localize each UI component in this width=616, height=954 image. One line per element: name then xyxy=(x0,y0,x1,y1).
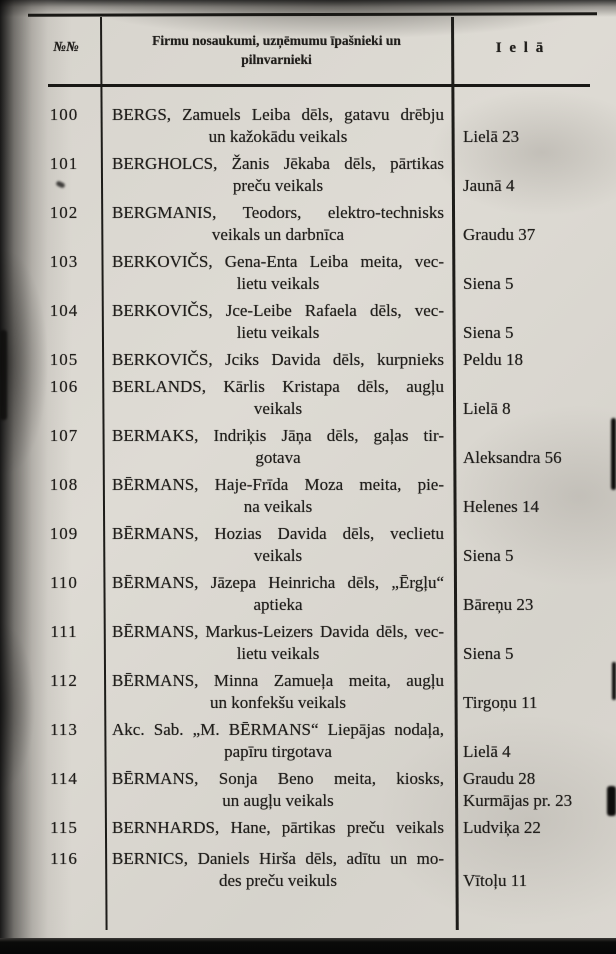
street-value: Siena 5 xyxy=(463,274,514,293)
entry-street xyxy=(451,768,616,812)
entry-firm-line2: gotava xyxy=(255,448,301,467)
entry-firm-line2: un augļu veikals xyxy=(222,791,334,810)
table-row xyxy=(0,621,616,665)
entry-number: 115 xyxy=(50,818,78,837)
header-firm-line1: Firmu nosaukumi, uzņēmumu īpašnieki un xyxy=(152,33,401,48)
entry-firm xyxy=(102,474,451,518)
entry-firm-line2: des preču veikuls xyxy=(218,871,338,890)
entry-firm xyxy=(102,376,451,420)
street-value: Helenes 14 xyxy=(463,497,540,516)
entry-number: 110 xyxy=(50,573,78,592)
entry-firm xyxy=(102,425,451,469)
street-value: Lielā 4 xyxy=(463,742,511,761)
entry-number: 107 xyxy=(49,426,79,445)
entry-firm-line1: BERLANDS, Kārlis Kristapa dēls, augļu xyxy=(112,377,444,396)
entry-firm xyxy=(102,621,451,665)
entry-street xyxy=(451,300,616,344)
street-value: Siena 5 xyxy=(463,644,514,663)
entry-firm xyxy=(102,251,451,295)
street-value: Lielā 8 xyxy=(463,399,511,418)
entry-firm-line2: aptieka xyxy=(253,595,303,614)
entry-street xyxy=(451,202,616,246)
entry-firm-line2: un kažokādu veikals xyxy=(208,127,348,146)
entry-firm-line2: na veikals xyxy=(243,497,313,516)
entry-firm xyxy=(102,202,451,246)
street-value: Aleksandra 56 xyxy=(463,448,562,467)
table-row xyxy=(0,474,616,518)
table-row xyxy=(0,202,616,246)
street-value: Lielā 23 xyxy=(463,127,520,146)
entry-street xyxy=(451,425,616,469)
entry-street xyxy=(451,474,616,518)
entry-number: 111 xyxy=(50,622,78,641)
entry-firm-line1: BĒRMANS, Hozias Davida dēls, veclietu xyxy=(112,524,444,543)
street-value: Kurmājas pr. 23 xyxy=(463,791,573,810)
table-row xyxy=(0,768,616,812)
street-value: Jaunā 4 xyxy=(463,176,515,195)
entry-firm xyxy=(102,817,451,839)
entry-street xyxy=(451,848,616,892)
top-rule xyxy=(28,12,597,16)
header-bottom-rule xyxy=(48,84,590,87)
table-row xyxy=(0,523,616,567)
street-value: Bāreņu 23 xyxy=(463,595,534,614)
entry-firm xyxy=(102,572,451,616)
street-value: Peldu 18 xyxy=(463,350,523,369)
entry-firm-line1: Akc. Sab. „M. BĒRMANS“ Liepājas nodaļa, xyxy=(112,720,444,739)
entry-firm-line1: BERGMANIS, Teodors, elektro-technisks xyxy=(112,203,444,222)
entry-number: 106 xyxy=(49,377,79,396)
bottom-page-edge xyxy=(0,938,616,954)
entry-number: 113 xyxy=(50,720,78,739)
entry-number: 116 xyxy=(50,849,78,868)
entry-firm-line2: papīru tirgotava xyxy=(224,742,332,761)
entry-firm xyxy=(102,670,451,714)
entry-firm-line2: un konfekšu veikals xyxy=(210,693,346,712)
entry-firm-line1: BERGHOLCS, Žanis Jēkaba dēls, pārtikas xyxy=(112,154,444,173)
table-row xyxy=(0,425,616,469)
entry-street xyxy=(451,523,616,567)
table-row xyxy=(0,349,616,371)
entry-firm-line2: veikals xyxy=(253,546,303,565)
table-body xyxy=(0,104,616,897)
entry-firm-line1: BĒRMANS, Markus-Leizers Davida dēls, vec- xyxy=(112,622,444,641)
table-row xyxy=(0,670,616,714)
entry-firm-line2: lietu veikals xyxy=(236,323,320,342)
entry-firm-line1: BERNHARDS, Hane, pārtikas preču veikals xyxy=(112,818,444,837)
street-value: Ludviķa 22 xyxy=(463,818,541,837)
street-value: Siena 5 xyxy=(463,546,514,565)
entry-number: 114 xyxy=(50,769,78,788)
table-row xyxy=(0,817,616,839)
entry-firm-line1: BERNICS, Daniels Hirša dēls, adītu un mo- xyxy=(112,849,444,868)
street-value: Tirgoņu 11 xyxy=(463,693,538,712)
entry-firm-line1: BĒRMANS, Jāzepa Heinricha dēls, „Ērgļu“ xyxy=(112,573,444,592)
entry-street xyxy=(451,104,616,148)
entry-firm-line2: veikals xyxy=(253,399,303,418)
entry-firm-line2: veikals un darbnīca xyxy=(211,225,345,244)
entry-firm xyxy=(102,349,451,371)
entry-firm xyxy=(102,848,451,892)
entry-street xyxy=(451,719,616,763)
entry-street xyxy=(451,621,616,665)
header-firm-column xyxy=(102,18,451,84)
table-header xyxy=(0,18,616,84)
entry-street xyxy=(451,817,616,839)
street-value: Vītoļu 11 xyxy=(463,871,528,890)
entry-number: 104 xyxy=(49,301,79,320)
entry-firm xyxy=(102,523,451,567)
header-street-column: I e l ā xyxy=(495,40,546,56)
entry-number: 100 xyxy=(49,105,79,124)
entry-firm-line1: BĒRMANS, Sonja Beno meita, kiosks, xyxy=(112,769,444,788)
entry-firm xyxy=(102,719,451,763)
entry-firm-line1: BERGS, Zamuels Leiba dēls, gatavu drēbju xyxy=(112,105,444,124)
entry-firm-line2: preču veikals xyxy=(232,176,324,195)
entry-number: 109 xyxy=(49,524,79,543)
street-value: Siena 5 xyxy=(463,323,514,342)
entry-firm-line1: BERKOVIČS, Jce-Leibe Rafaela dēls, vec- xyxy=(112,301,444,320)
entry-firm-line2: lietu veikals xyxy=(236,274,320,293)
entry-street xyxy=(451,153,616,197)
entry-firm-line1: BERKOVIČS, Gena-Enta Leiba meita, vec- xyxy=(112,252,444,271)
entry-number: 112 xyxy=(50,671,78,690)
table-row xyxy=(0,719,616,763)
entry-number: 102 xyxy=(49,203,79,222)
entry-street xyxy=(451,376,616,420)
table-row xyxy=(0,848,616,892)
street-value: Graudu 28 xyxy=(463,769,536,788)
entry-number: 108 xyxy=(49,475,79,494)
entry-firm-line1: BĒRMANS, Haje-Frīda Moza meita, pie- xyxy=(112,475,444,494)
entry-firm-line2: lietu veikals xyxy=(236,644,320,663)
entry-firm xyxy=(102,104,451,148)
entry-firm-line1: BERKOVIČS, Jciks Davida dēls, kurpnieks xyxy=(112,350,444,369)
entry-number: 101 xyxy=(49,154,79,173)
entry-street xyxy=(451,670,616,714)
table-row xyxy=(0,251,616,295)
entry-firm-line1: BĒRMANS, Minna Zamueļa meita, augļu xyxy=(112,671,444,690)
table-row xyxy=(0,376,616,420)
entry-firm xyxy=(102,768,451,812)
entry-firm xyxy=(102,300,451,344)
table-row xyxy=(0,572,616,616)
entry-street xyxy=(451,572,616,616)
street-value: Graudu 37 xyxy=(463,225,536,244)
table-row xyxy=(0,153,616,197)
entry-street xyxy=(451,349,616,371)
header-number-column: №№ xyxy=(53,40,79,55)
header-firm-line2: pilnvarnieki xyxy=(241,52,312,67)
entry-firm-line1: BERMAKS, Indriķis Jāņa dēls, gaļas tir- xyxy=(112,426,444,445)
entry-street xyxy=(451,251,616,295)
entry-number: 105 xyxy=(49,350,79,369)
table-row xyxy=(0,300,616,344)
entry-number: 103 xyxy=(49,252,79,271)
entry-firm xyxy=(102,153,451,197)
table-row xyxy=(0,104,616,148)
